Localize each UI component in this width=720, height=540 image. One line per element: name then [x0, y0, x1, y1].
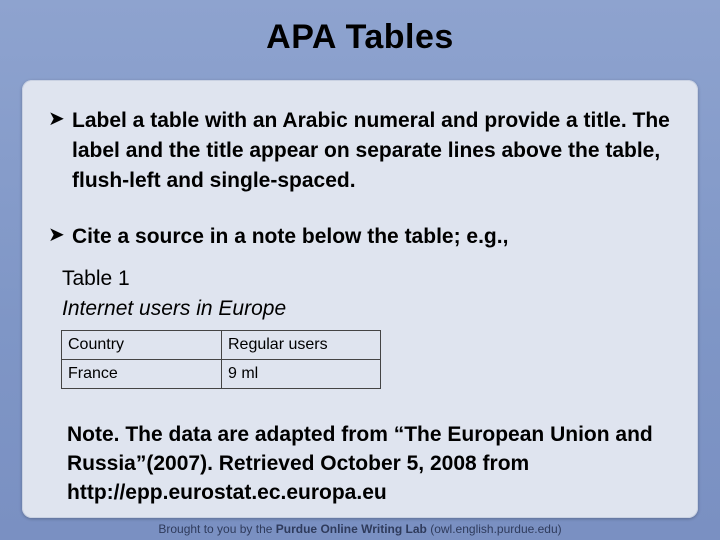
table-label-block	[62, 264, 286, 324]
footer-credit	[0, 522, 720, 536]
table-row	[62, 360, 381, 389]
table-note: Note. The data are adapted from “The European Union and Russia”(2007). Retrieved October 5, 2008 from http://epp.eurostat.ec.europa.eu	[67, 423, 653, 504]
footer-suffix: (owl.english.purdue.edu)	[426, 522, 562, 536]
arrow-bullet-icon: ➤	[48, 108, 65, 130]
slide-title: APA Tables	[266, 18, 454, 56]
table-row	[62, 331, 381, 360]
bullet-text-1: Label a table with an Arabic numeral and provide a title. The label and the title appear on separate lines above the table, flush-left and single-spaced.	[72, 109, 670, 192]
footer-lab-name: Purdue Online Writing Lab	[275, 522, 427, 536]
table-cell: 9 ml	[222, 360, 381, 389]
table-cell: Country	[62, 331, 222, 360]
bullet-text-2: Cite a source in a note below the table; e.g.,	[72, 225, 509, 248]
example-table	[61, 330, 381, 389]
table-cell: France	[62, 360, 222, 389]
arrow-bullet-icon: ➤	[48, 224, 65, 246]
table-caption: Internet users in Europe	[62, 297, 287, 320]
table-number-label: Table 1	[62, 267, 130, 290]
table-cell: Regular users	[222, 331, 381, 360]
footer-prefix: Brought to you by the	[158, 522, 276, 536]
